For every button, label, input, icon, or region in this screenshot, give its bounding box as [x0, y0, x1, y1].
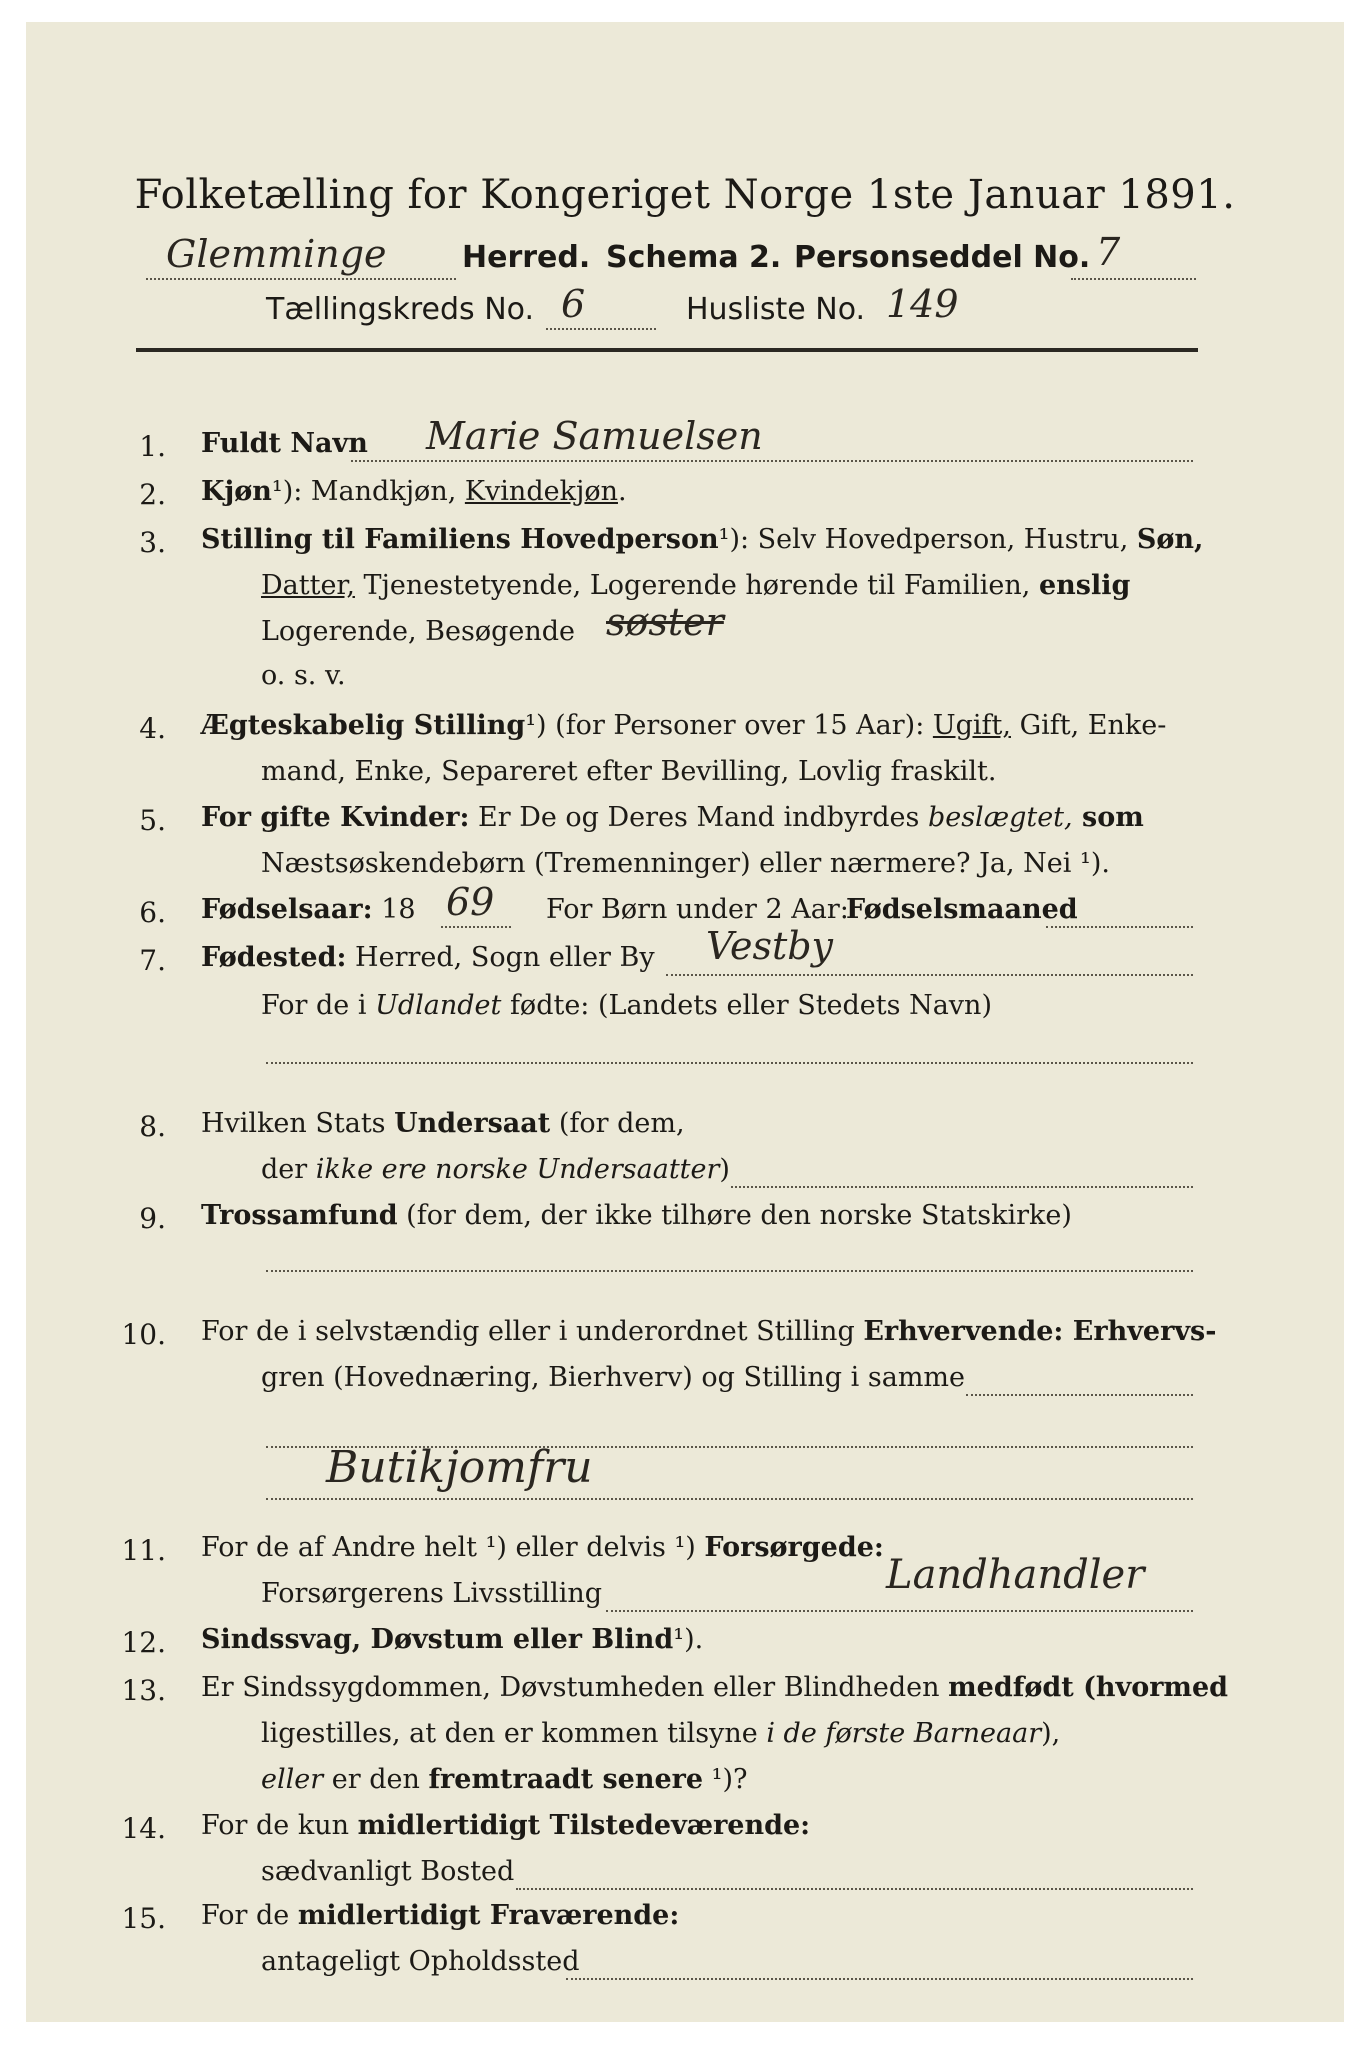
q13-line3-it: eller [261, 1764, 324, 1795]
q4-line1-end: Gift, Enke- [1010, 710, 1167, 741]
q6-label-b: For Børn under 2 Aar: [546, 894, 849, 925]
q3-answer: søster [606, 600, 724, 644]
q8-line1 [201, 1108, 685, 1139]
q7-dots-2 [266, 1062, 1193, 1064]
q7-line2 [261, 990, 992, 1021]
q4-line1 [201, 710, 1166, 741]
q12-number: 12. [121, 1626, 166, 1659]
q3-line2-b: hørende til Familien, [745, 570, 1031, 601]
q9-dots [266, 1270, 1193, 1272]
q8-line2-b: ) [719, 1154, 730, 1185]
q15-line1-bold: midlertidigt Fraværende: [297, 1900, 680, 1931]
q13-line3-bold: fremtraadt senere [428, 1764, 704, 1795]
q7-line2-a: For de i [261, 990, 376, 1021]
q10-dots-3 [266, 1498, 1193, 1500]
q5-number: 5. [139, 804, 166, 837]
q3-line3: Logerende, Besøgende [261, 616, 575, 647]
q7-line1 [201, 942, 655, 973]
q2-label-b: ¹): Mandkjøn, [271, 476, 465, 507]
q7-line2-b: fødte: (Landets eller Stedets Navn) [501, 990, 992, 1021]
q6-prefix: 18 [372, 894, 416, 925]
husliste-answer: 149 [886, 282, 959, 326]
herred-row [146, 230, 1196, 290]
q8-line1-b: (for dem, [550, 1108, 685, 1139]
q14-line1 [201, 1810, 810, 1841]
q1-number: 1. [139, 430, 166, 463]
q5-line1-it: beslægtet, [927, 802, 1073, 833]
q14-dots [516, 1888, 1193, 1890]
q12-rest: ¹). [673, 1624, 704, 1655]
q5-line2: Næstsøskendebørn (Tremenninger) eller nærmere? Ja, Nei ¹). [261, 848, 1110, 879]
q8-line1-a: Hvilken Stats [201, 1108, 395, 1139]
q9-rest: (for dem, der ikke tilhøre den norske Statskirke) [397, 1200, 1072, 1231]
q7-number: 7. [139, 944, 166, 977]
q6-label-c: Fødselsmaaned [846, 894, 1078, 925]
q4-number: 4. [139, 712, 166, 745]
q13-line2-b: ), [1041, 1718, 1061, 1749]
q13-line2 [261, 1718, 1060, 1749]
q3-line2-underlined: Datter, [261, 570, 355, 601]
q11-line1 [201, 1532, 884, 1563]
q13-line2-a: ligestilles, at den er kommen tilsyne [261, 1718, 767, 1749]
personseddel-dots [1071, 278, 1196, 280]
q3-line1-bold: Stilling til Familiens Hovedperson [201, 524, 719, 555]
q7-line2-it: Udlandet [375, 990, 502, 1021]
q2-label-c: . [617, 476, 627, 507]
q6-label-c-wrap [846, 894, 1078, 925]
q1-label-text: Fuldt Navn [201, 428, 368, 459]
q8-dots [731, 1186, 1193, 1188]
q6-label [201, 894, 416, 925]
kreds-row [266, 282, 1166, 342]
q1-label [201, 428, 368, 459]
q3-line1 [201, 524, 1203, 555]
q14-number: 14. [121, 1812, 166, 1845]
q8-line1-bold: Undersaat [394, 1108, 551, 1139]
personseddel-answer: 7 [1096, 230, 1121, 274]
q13-line3-b: ¹)? [703, 1764, 748, 1795]
q15-line2: antageligt Opholdssted [261, 1946, 580, 1977]
q15-line1 [201, 1900, 679, 1931]
q10-line2: gren (Hovednæring, Bierhverv) og Stilling i samme [261, 1362, 966, 1393]
q11-line1-a: For de af Andre helt ¹) eller delvis ¹) [201, 1532, 705, 1563]
q2-text [201, 476, 627, 507]
q2-number: 2. [139, 478, 166, 511]
q10-dots [966, 1394, 1193, 1396]
q15-number: 15. [121, 1902, 166, 1935]
q15-line1-a: For de [201, 1900, 298, 1931]
census-form [26, 22, 1344, 2022]
q3-line2 [261, 570, 1130, 601]
header-rule [136, 348, 1198, 352]
q7-dots [666, 974, 1193, 976]
q11-number: 11. [121, 1534, 166, 1567]
q5-line1-b: Er De og Deres Mand indbyrdes [469, 802, 928, 833]
q14-line1-a: For de kun [201, 1810, 358, 1841]
q4-line1-bold: Ægteskabelig Stilling [201, 710, 526, 741]
q6-answer: 69 [446, 880, 495, 924]
q1-dots [351, 460, 1193, 462]
q7-label-b: Herred, Sogn eller By [346, 942, 655, 973]
q10-line1-bold: Erhvervende: [863, 1316, 1064, 1347]
q15-dots [566, 1978, 1193, 1980]
q3-number: 3. [139, 526, 166, 559]
q10-line1-a: For de i selvstændig eller i underordnet Stilling [201, 1316, 864, 1347]
q3-line4: o. s. v. [261, 660, 346, 691]
q3-line1-rest: ¹): Selv Hovedperson, Hustru, [718, 524, 1129, 555]
q11-line2: Forsørgerens Livsstilling [261, 1578, 603, 1609]
q8-line2-a: der [261, 1154, 316, 1185]
q8-number: 8. [139, 1110, 166, 1143]
q7-answer: Vestby [706, 924, 834, 968]
q13-line3-a: er den [323, 1764, 429, 1795]
q11-line1-bold: Forsørgede: [704, 1532, 884, 1563]
q13-line1 [201, 1672, 1228, 1703]
q9-text [201, 1200, 1072, 1231]
q6-year-dots [441, 926, 511, 928]
q10-number: 10. [121, 1318, 166, 1351]
q11-dots [606, 1610, 1193, 1612]
q9-bold: Trossamfund [201, 1200, 398, 1231]
kreds-dots [546, 328, 656, 330]
q6-month-dots [1046, 926, 1193, 928]
q5-line1-end: som [1072, 802, 1144, 833]
herred-label: Herred. [462, 240, 591, 275]
q6-label-a: Fødselsaar: [201, 894, 373, 925]
q3-line2-a: Tjenestetyende, Logerende [354, 570, 746, 601]
q3-line1-end: Søn, [1136, 524, 1204, 555]
q1-answer: Marie Samuelsen [426, 414, 763, 458]
personseddel-label: Personseddel No. [794, 240, 1091, 275]
kreds-label: Tællingskreds No. [266, 292, 534, 327]
q6-number: 6. [139, 896, 166, 929]
q13-number: 13. [121, 1674, 166, 1707]
kreds-answer: 6 [561, 282, 586, 326]
q10-answer: Butikjomfru [326, 1442, 593, 1493]
q7-label-a: Fødested: [201, 942, 347, 973]
q12-text [201, 1624, 703, 1655]
q10-line1-end: Erhvervs- [1063, 1316, 1217, 1347]
q2-underlined: Kvindekjøn [464, 476, 618, 507]
q12-bold: Sindssvag, Døvstum eller Blind [201, 1624, 674, 1655]
q8-line2 [261, 1154, 730, 1185]
q13-line1-bold: medfødt (hvormed [948, 1672, 1229, 1703]
q4-line1-rest: ¹) (for Personer over 15 Aar): [525, 710, 933, 741]
q4-underlined: Ugift, [932, 710, 1011, 741]
q9-number: 9. [139, 1202, 166, 1235]
herred-answer: Glemminge [166, 232, 387, 276]
q13-line2-it: i de første Barneaar [766, 1718, 1042, 1749]
q14-line1-bold: midlertidigt Tilstedeværende: [357, 1810, 811, 1841]
q14-line2: sædvanligt Bosted [261, 1856, 515, 1887]
q4-line2: mand, Enke, Separeret efter Bevilling, Lovlig fraskilt. [261, 756, 997, 787]
form-title: Folketælling for Kongeriget Norge 1ste Januar 1891. [134, 172, 1236, 218]
q13-line1-a: Er Sindssygdommen, Døvstumheden eller Blindheden [201, 1672, 949, 1703]
q5-line1-bold: For gifte Kvinder: [201, 802, 470, 833]
q13-line3 [261, 1764, 747, 1795]
q8-line2-it: ikke ere norske Undersaatter [315, 1154, 720, 1185]
q10-line1 [201, 1316, 1216, 1347]
schema-label: Schema 2. [606, 240, 782, 275]
q3-line2-end: enslig [1038, 570, 1131, 601]
q5-line1 [201, 802, 1144, 833]
herred-dots [146, 278, 456, 280]
q2-label-a: Kjøn [201, 476, 272, 507]
q11-answer: Landhandler [886, 1552, 1145, 1598]
husliste-label: Husliste No. [686, 292, 866, 327]
